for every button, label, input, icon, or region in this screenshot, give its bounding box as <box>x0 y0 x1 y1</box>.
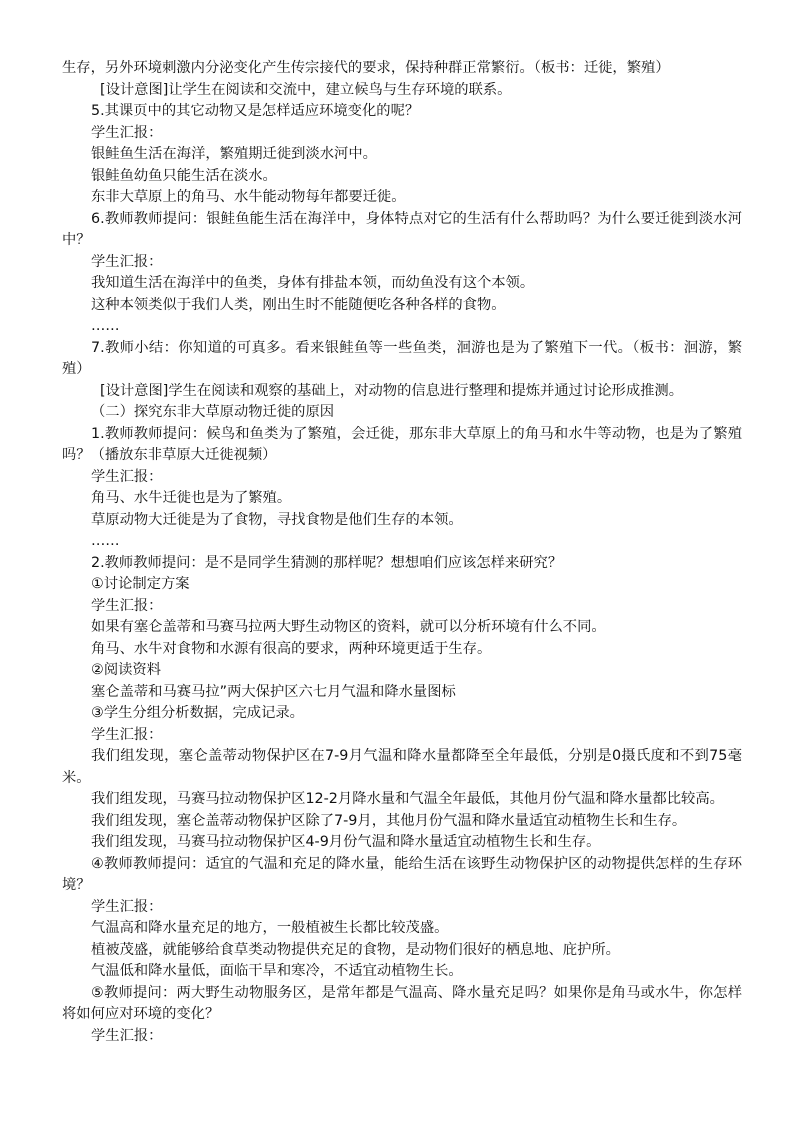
text-line: 2.教师教师提问：是不是同学生猜测的那样呢？想想咱们应该怎样来研究？ <box>91 554 563 571</box>
text-line: 学生汇报： <box>91 597 163 614</box>
paragraph: 1.教师教师提问：候鸟和鱼类为了繁殖，会迁徙，那东非大草原上的角马和水牛等动物，也是为了繁殖吗？（播放东非草原大迁徙视频） <box>62 425 742 463</box>
ellipsis-line: …… <box>91 318 120 334</box>
design-intent-line: [设计意图]学生在阅读和观察的基础上，对动物的信息进行整理和提炼并通过讨论形成推测。 <box>100 382 684 399</box>
text-line: 学生汇报： <box>91 726 163 743</box>
text-line: 如果有塞仑盖蒂和马赛马拉两大野生动物区的资料，就可以分析环境有什么不同。 <box>91 619 606 635</box>
paragraph: 7.教师小结：你知道的可真多。看来银鲑鱼等一些鱼类，洄游也是为了繁殖下一代。（板书：洄游，繁殖） <box>62 339 742 377</box>
design-intent-line: [设计意图]让学生在阅读和交流中，建立候鸟与生存环境的联系。 <box>100 81 512 98</box>
ellipsis-line: …… <box>91 533 120 549</box>
text-line: 角马、水牛对食物和水源有很高的要求，两种环境更适于生存。 <box>91 640 492 657</box>
text-line: 学生汇报： <box>91 1027 163 1044</box>
text-line: 气温高和降水量充足的地方，一般植被生长都比较茂盛。 <box>91 920 449 936</box>
document-page <box>62 58 742 1047</box>
text-line: ③学生分组分析数据，完成记录。 <box>91 705 304 721</box>
text-line: 气温低和降水量低，面临干旱和寒冷，不适宜动植物生长。 <box>91 963 463 979</box>
text-line: 银鲑鱼生活在海洋，繁殖期迁徙到淡水河中。 <box>91 146 377 162</box>
paragraph: 我们组发现，塞仑盖蒂动物保护区在7-9月气温和降水量都降至全年最低，分别是0摄氏度和不到75毫米。 <box>62 748 742 786</box>
text-line: 角马、水牛迁徙也是为了繁殖。 <box>91 490 292 506</box>
text-line: 东非大草原上的角马、水牛能动物每年都要迁徙。 <box>91 189 406 205</box>
text-line: 我知道生活在海洋中的鱼类，身体有排盐本领，而幼鱼没有这个本领。 <box>91 275 535 291</box>
text-line: 学生汇报： <box>91 898 163 915</box>
paragraph: ⑤教师提问：两大野生动物服务区，是常年都是气温高、降水量充足吗？如果你是角马或水牛，你怎样将如何应对环境的变化？ <box>62 984 742 1022</box>
paragraph: ④教师教师提问：适宜的气温和充足的降水量，能给生活在该野生动物保护区的动物提供怎样的生存环境？ <box>62 855 742 893</box>
text-line: ①讨论制定方案 <box>91 576 190 592</box>
text-line: 这种本领类似于我们人类，刚出生时不能随便吃各种各样的食物。 <box>91 296 506 313</box>
paragraph: 6.教师教师提问：银鲑鱼能生活在海洋中，身体特点对它的生活有什么帮助吗？为什么要迁徙到淡水河中？ <box>62 210 742 248</box>
text-line: 草原动物大迁徙是为了食物，寻找食物是他们生存的本领。 <box>91 511 463 528</box>
text-line: 植被茂盛，就能够给食草类动物提供充足的食物，是动物们很好的栖息地、庇护所。 <box>91 941 620 958</box>
text-line: 5.其课页中的其它动物又是怎样适应环境变化的呢？ <box>91 103 420 119</box>
text-line: 学生汇报： <box>91 124 163 141</box>
section-heading: （二）探究东非大草原动物迁徙的原因 <box>91 404 335 420</box>
text-line: 学生汇报： <box>91 253 163 270</box>
paragraph: 我们组发现，塞仑盖蒂动物保护区除了7-9月，其他月份气温和降水量适宜动植物生长和生存。 <box>91 812 687 829</box>
text-line: 学生汇报： <box>91 468 163 485</box>
text-line: 银鲑鱼幼鱼只能生活在淡水。 <box>91 167 277 184</box>
text-line: 生存，另外环境刺激内分泌变化产生传宗接代的要求，保持种群正常繁衍。（板书：迁徙，繁殖） <box>62 60 670 76</box>
text-line: 我们组发现，马赛马拉动物保护区4-9月份气温和降水量适宜动植物生长和生存。 <box>91 834 601 850</box>
text-line: ②阅读资料 <box>91 662 162 678</box>
paragraph: 我们组发现，马赛马拉动物保护区12-2月降水量和气温全年最低，其他月份气温和降水量都比较高。 <box>91 791 724 807</box>
text-line: 塞仑盖蒂和马赛马拉”两大保护区六七月气温和降水量图标 <box>91 683 456 700</box>
